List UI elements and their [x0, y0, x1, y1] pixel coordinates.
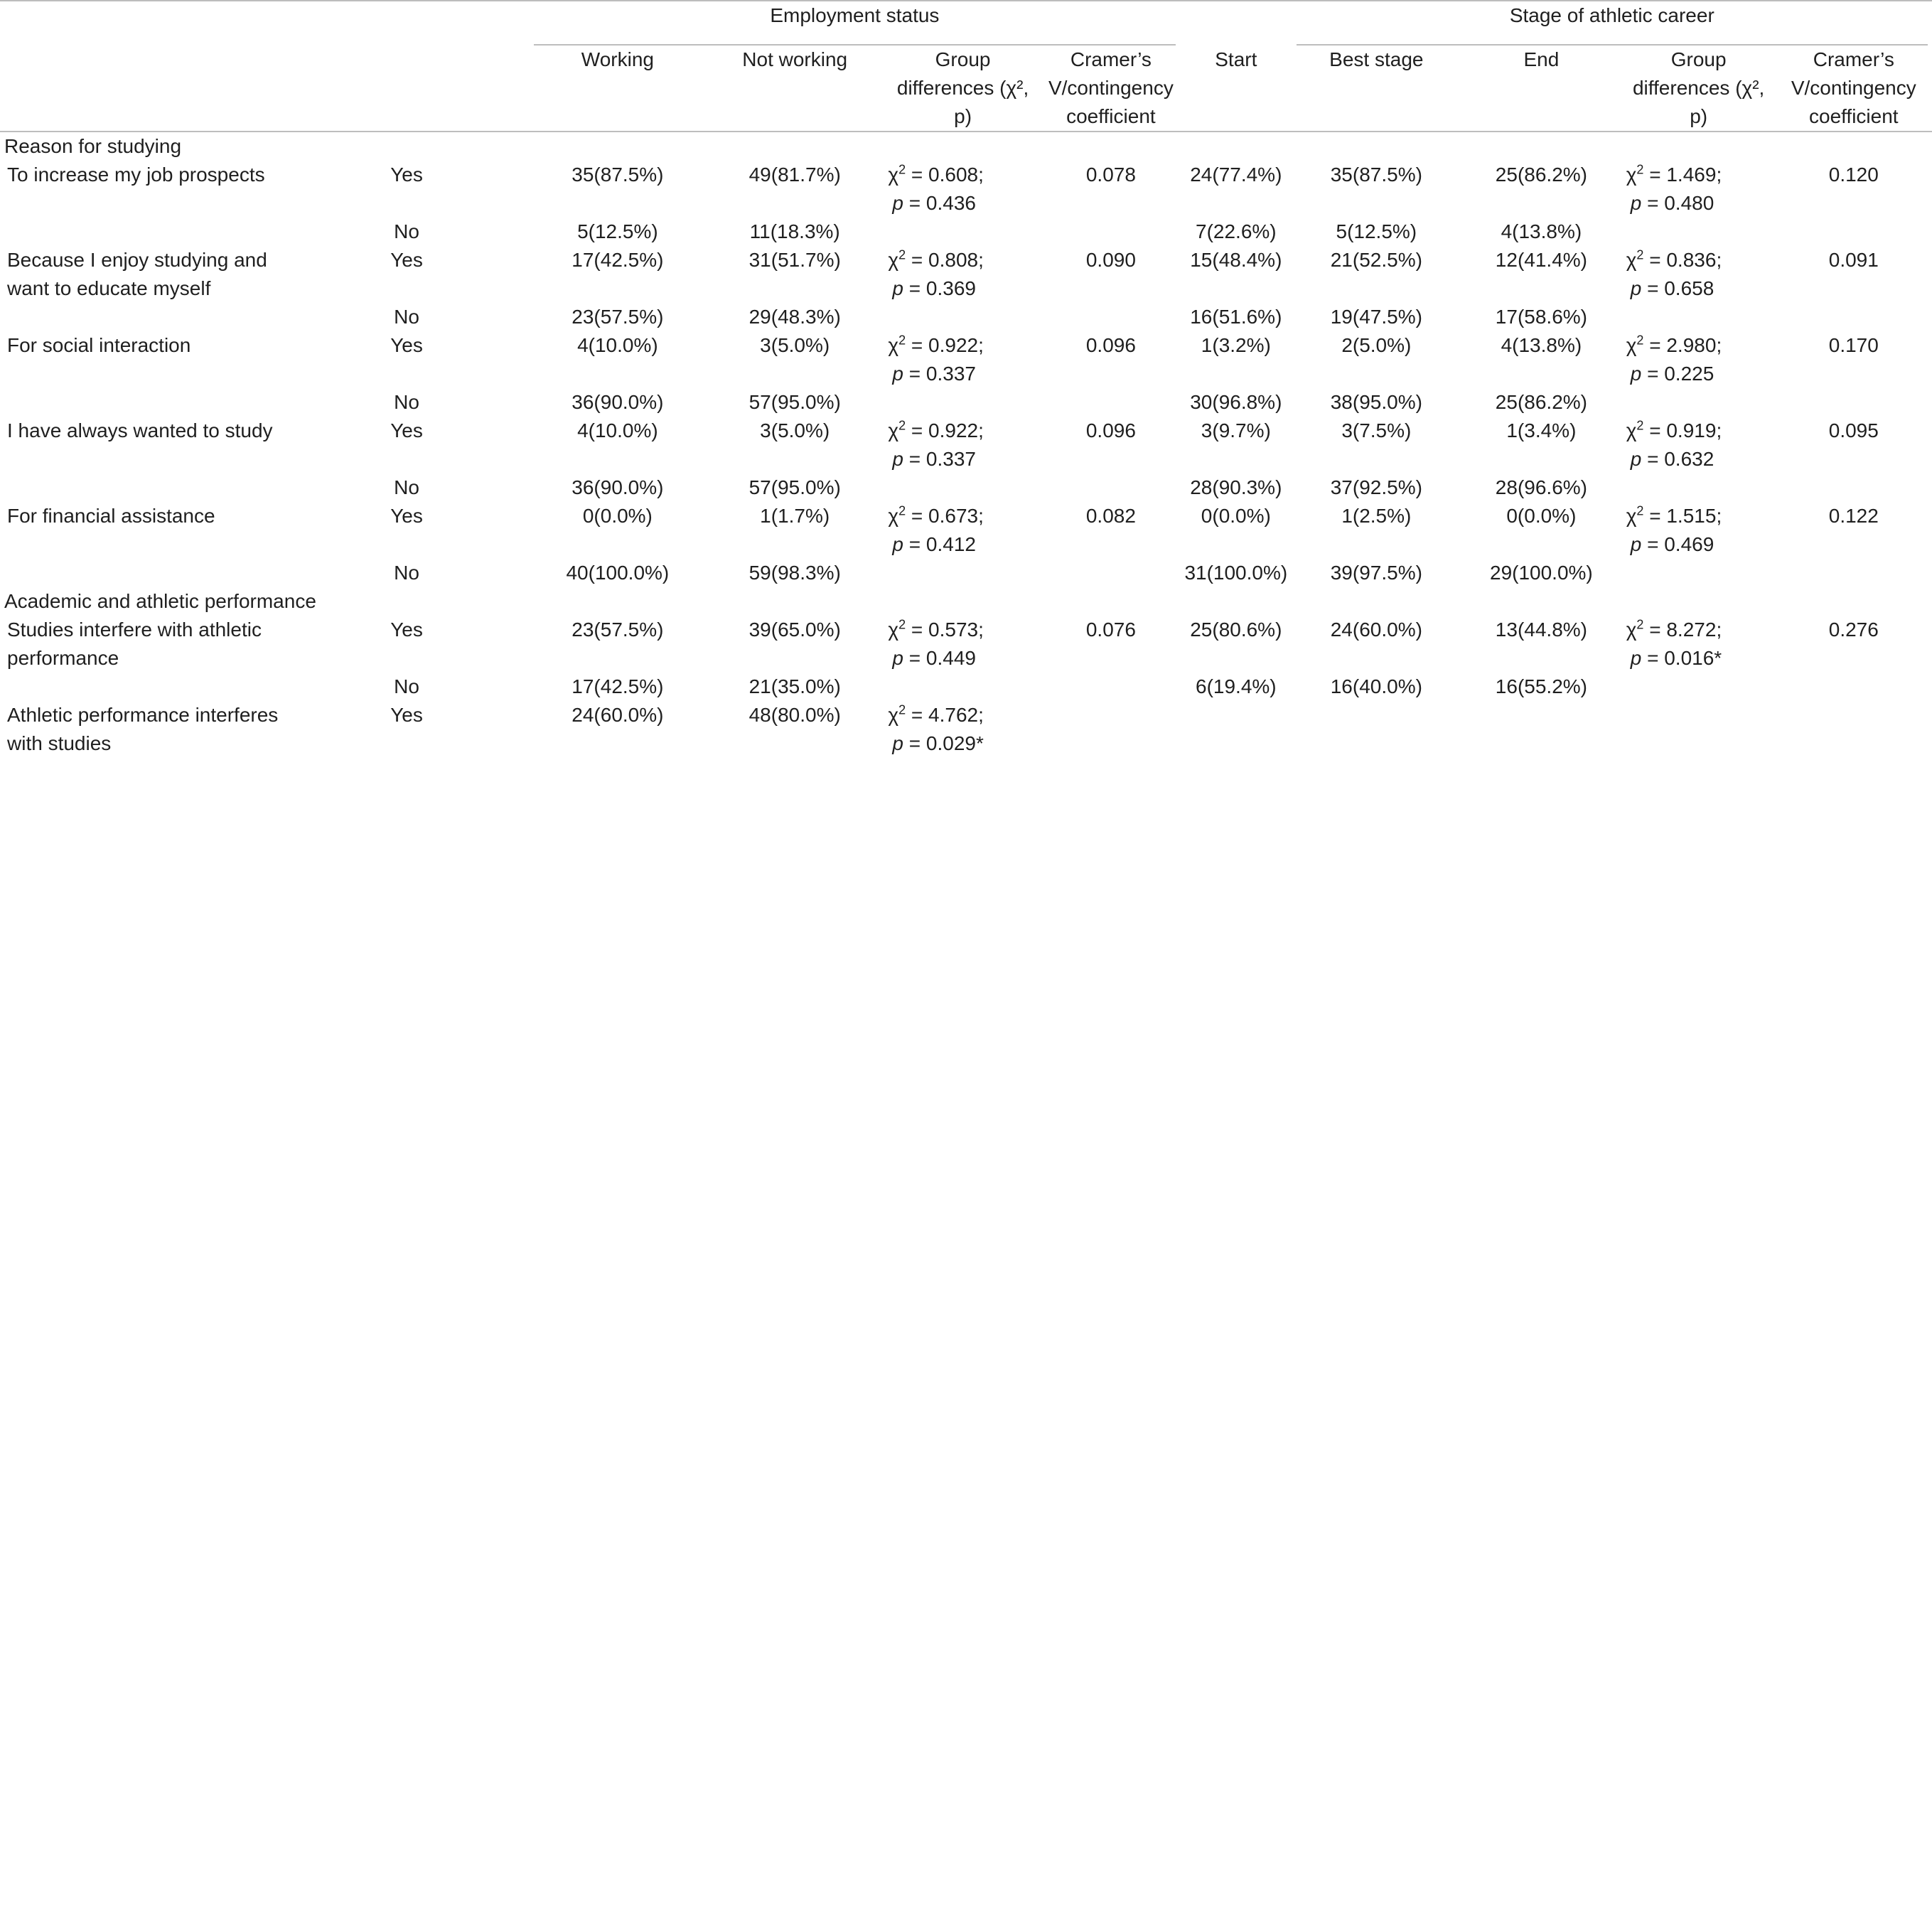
end-value: 4(13.8%) — [1501, 334, 1582, 356]
employment-chi-square — [884, 473, 1041, 502]
chi-square-line: $\chi^2 = 0.922$; — [888, 418, 984, 441]
start-value: 16(51.6%) — [1190, 306, 1282, 328]
stage-cramers-v: 0.120 — [1828, 164, 1879, 186]
working-value: 4(10.0%) — [577, 419, 658, 441]
col-end: End — [1461, 46, 1622, 132]
best-stage-value: 19(47.5%) — [1330, 306, 1422, 328]
col-emp-group-diff: Group differences (χ², p) — [884, 46, 1041, 132]
row-label: For social interaction — [7, 334, 191, 356]
col-start: Start — [1180, 46, 1292, 132]
end-value: 25(86.2%) — [1495, 391, 1587, 413]
col-working: Working — [530, 46, 706, 132]
not-working-value: 59(98.3%) — [748, 562, 841, 584]
working-value: 24(60.0%) — [571, 704, 664, 726]
chi-value: 8.272 — [1666, 619, 1717, 641]
best-stage-value: 3(7.5%) — [1341, 419, 1412, 441]
p-value: 0.632 — [1664, 448, 1714, 470]
stage-cramers-v — [1776, 303, 1932, 331]
chi-value: 0.836 — [1666, 249, 1717, 271]
stage-cramers-v — [1776, 388, 1932, 417]
employment-cramers-v — [1042, 673, 1180, 701]
stage-cramers-v: 0.122 — [1828, 505, 1879, 527]
chi-square-line: $\chi^2 = 1.469$; — [1626, 162, 1722, 186]
row-label: I have always wanted to study — [7, 419, 273, 441]
not-working-value: 29(48.3%) — [748, 306, 841, 328]
chi-value: 0.673 — [928, 505, 979, 527]
employment-cramers-v: 0.090 — [1085, 249, 1136, 271]
end-value: 13(44.8%) — [1495, 619, 1587, 641]
row-label: To increase my job prospects — [7, 164, 265, 186]
answer-option: No — [394, 476, 419, 498]
p-value-line: p = 0.337 — [892, 363, 976, 385]
stage-cramers-v: 0.091 — [1828, 249, 1879, 271]
end-value: 28(96.6%) — [1495, 476, 1587, 498]
p-value: 0.016* — [1664, 647, 1722, 669]
chi-square-line: $\chi^2 = 0.808$; — [888, 247, 984, 271]
best-stage-value: 35(87.5%) — [1330, 164, 1422, 186]
answer-option: Yes — [390, 334, 423, 356]
table-row — [0, 559, 1932, 587]
best-stage-value: 37(92.5%) — [1330, 476, 1422, 498]
chi-value: 0.922 — [928, 334, 979, 356]
start-value: 0(0.0%) — [1201, 505, 1271, 527]
p-value-line: p = 0.369 — [892, 277, 976, 299]
table-row — [0, 246, 1932, 303]
start-value: 31(100.0%) — [1184, 562, 1288, 584]
section-title: Academic and athletic performance — [4, 590, 316, 612]
answer-option: Yes — [390, 619, 423, 641]
chi-square-line: $\chi^2 = 0.673$; — [888, 503, 984, 527]
answer-option: Yes — [390, 505, 423, 527]
not-working-value: 48(80.0%) — [748, 704, 841, 726]
stage-cramers-v: 0.170 — [1828, 334, 1879, 356]
answer-option: Yes — [390, 249, 423, 271]
p-value: 0.412 — [925, 533, 976, 555]
p-value-line: p = 0.029* — [892, 732, 984, 754]
end-value: 16(55.2%) — [1495, 675, 1587, 697]
chi-square-line: $\chi^2 = 0.608$; — [888, 162, 984, 186]
table-row — [0, 161, 1932, 218]
stage-chi-square — [1622, 616, 1776, 673]
employment-status-header: Employment status — [530, 1, 1180, 46]
chi-square-line: $\chi^2 = 4.762$; — [888, 702, 984, 726]
p-value-line: p = 0.449 — [892, 647, 976, 669]
start-value: 1(3.2%) — [1201, 334, 1271, 356]
table-row — [0, 673, 1932, 701]
employment-cramers-v — [1042, 388, 1180, 417]
best-stage-value: 1(2.5%) — [1341, 505, 1412, 527]
chi-value: 1.515 — [1666, 505, 1717, 527]
not-working-value: 57(95.0%) — [748, 391, 841, 413]
stage-chi-square — [1622, 388, 1776, 417]
working-value: 17(42.5%) — [571, 249, 664, 271]
p-value: 0.658 — [1664, 277, 1714, 299]
chi-square-line: $\chi^2 = 0.922$; — [888, 333, 984, 356]
stage-chi-square — [1622, 701, 1776, 758]
chi-value: 0.573 — [928, 619, 979, 641]
p-value: 0.436 — [925, 192, 976, 214]
chi-square-line: $\chi^2 = 2.980$; — [1626, 333, 1722, 356]
table-row — [0, 218, 1932, 246]
row-label: Athletic performance interferes with studies — [7, 704, 279, 754]
best-stage-value: 21(52.5%) — [1330, 249, 1422, 271]
chi-value: 0.608 — [928, 164, 979, 186]
p-value-line: p = 0.480 — [1630, 192, 1714, 214]
section-row — [0, 587, 1932, 616]
working-value: 23(57.5%) — [571, 306, 664, 328]
best-stage-value: 39(97.5%) — [1330, 562, 1422, 584]
not-working-value: 21(35.0%) — [748, 675, 841, 697]
employment-chi-square — [884, 303, 1041, 331]
working-value: 35(87.5%) — [571, 164, 664, 186]
start-value: 7(22.6%) — [1196, 220, 1277, 242]
best-stage-value: 38(95.0%) — [1330, 391, 1422, 413]
not-working-value: 49(81.7%) — [748, 164, 841, 186]
p-value: 0.337 — [925, 363, 976, 385]
working-value: 36(90.0%) — [571, 391, 664, 413]
start-value: 28(90.3%) — [1190, 476, 1282, 498]
chi-square-line: $\chi^2 = 0.573$; — [888, 617, 984, 641]
answer-option: Yes — [390, 419, 423, 441]
chi-value: 0.808 — [928, 249, 979, 271]
p-value-line: p = 0.412 — [892, 533, 976, 555]
end-value: 0(0.0%) — [1506, 505, 1577, 527]
employment-chi-square — [884, 417, 1041, 473]
employment-cramers-v — [1042, 701, 1180, 758]
stage-chi-square — [1622, 303, 1776, 331]
answer-option: No — [394, 306, 419, 328]
stage-cramers-v — [1776, 473, 1932, 502]
start-value — [1180, 701, 1292, 758]
row-label: For financial assistance — [7, 505, 215, 527]
stage-chi-square — [1622, 331, 1776, 388]
not-working-value: 3(5.0%) — [760, 419, 830, 441]
best-stage-value: 24(60.0%) — [1330, 619, 1422, 641]
p-value-line: p = 0.469 — [1630, 533, 1714, 555]
employment-chi-square — [884, 331, 1041, 388]
employment-cramers-v: 0.078 — [1085, 164, 1136, 186]
col-emp-cramers-v: Cramer’s V/contingency coefficient — [1042, 46, 1180, 132]
employment-chi-square — [884, 161, 1041, 218]
employment-chi-square — [884, 701, 1041, 758]
col-not-working: Not working — [706, 46, 884, 132]
chi-square-line: $\chi^2 = 8.272$; — [1626, 617, 1722, 641]
best-stage-value: 16(40.0%) — [1330, 675, 1422, 697]
not-working-value: 3(5.0%) — [760, 334, 830, 356]
table-row — [0, 502, 1932, 559]
chi-square-line: $\chi^2 = 0.919$; — [1626, 418, 1722, 441]
stage-chi-square — [1622, 673, 1776, 701]
employment-cramers-v — [1042, 473, 1180, 502]
end-value: 25(86.2%) — [1495, 164, 1587, 186]
p-value-line: p = 0.225 — [1630, 363, 1714, 385]
p-value: 0.480 — [1664, 192, 1714, 214]
stage-chi-square — [1622, 502, 1776, 559]
table-row — [0, 331, 1932, 388]
chi-value: 4.762 — [928, 704, 979, 726]
working-value: 17(42.5%) — [571, 675, 664, 697]
row-label: Studies interfere with athletic performance — [7, 619, 262, 669]
table-row — [0, 303, 1932, 331]
table-row — [0, 417, 1932, 473]
end-value: 12(41.4%) — [1495, 249, 1587, 271]
p-value: 0.369 — [925, 277, 976, 299]
working-value: 4(10.0%) — [577, 334, 658, 356]
not-working-value: 31(51.7%) — [748, 249, 841, 271]
employment-cramers-v: 0.096 — [1085, 334, 1136, 356]
table-row — [0, 388, 1932, 417]
employment-chi-square — [884, 502, 1041, 559]
employment-chi-square — [884, 218, 1041, 246]
employment-chi-square — [884, 673, 1041, 701]
working-value: 36(90.0%) — [571, 476, 664, 498]
stage-cramers-v — [1776, 559, 1932, 587]
employment-chi-square — [884, 616, 1041, 673]
row-label: Because I enjoy studying and want to educate myself — [7, 249, 267, 299]
employment-chi-square — [884, 388, 1041, 417]
results-table — [0, 0, 1932, 758]
stage-chi-square — [1622, 246, 1776, 303]
start-value: 24(77.4%) — [1190, 164, 1282, 186]
chi-value: 0.919 — [1666, 419, 1717, 441]
stage-chi-square — [1622, 161, 1776, 218]
stage-cramers-v: 0.095 — [1828, 419, 1879, 441]
employment-cramers-v: 0.082 — [1085, 505, 1136, 527]
col-best-stage: Best stage — [1292, 46, 1461, 132]
stage-chi-square — [1622, 559, 1776, 587]
p-value-line: p = 0.436 — [892, 192, 976, 214]
not-working-value: 1(1.7%) — [760, 505, 830, 527]
employment-chi-square — [884, 246, 1041, 303]
start-value: 15(48.4%) — [1190, 249, 1282, 271]
table-row — [0, 473, 1932, 502]
working-value: 5(12.5%) — [577, 220, 658, 242]
employment-cramers-v: 0.096 — [1085, 419, 1136, 441]
stage-cramers-v — [1776, 701, 1932, 758]
p-value-line: p = 0.337 — [892, 448, 976, 470]
stage-cramers-v: 0.276 — [1828, 619, 1879, 641]
start-value: 3(9.7%) — [1201, 419, 1271, 441]
stage-chi-square — [1622, 473, 1776, 502]
not-working-value: 57(95.0%) — [748, 476, 841, 498]
answer-option: No — [394, 562, 419, 584]
answer-option: Yes — [390, 164, 423, 186]
best-stage-value — [1292, 701, 1461, 758]
start-value: 30(96.8%) — [1190, 391, 1282, 413]
best-stage-value: 5(12.5%) — [1336, 220, 1417, 242]
stage-chi-square — [1622, 417, 1776, 473]
chi-square-line: $\chi^2 = 0.836$; — [1626, 247, 1722, 271]
chi-value: 2.980 — [1666, 334, 1717, 356]
p-value-line: p = 0.658 — [1630, 277, 1714, 299]
p-value: 0.225 — [1664, 363, 1714, 385]
answer-option: No — [394, 391, 419, 413]
not-working-value: 39(65.0%) — [748, 619, 841, 641]
working-value: 0(0.0%) — [582, 505, 653, 527]
p-value: 0.029* — [925, 732, 984, 754]
p-value: 0.337 — [925, 448, 976, 470]
answer-option: No — [394, 675, 419, 697]
employment-cramers-v — [1042, 218, 1180, 246]
end-value: 29(100.0%) — [1490, 562, 1593, 584]
stage-of-career-header: Stage of athletic career — [1292, 1, 1932, 46]
table-body — [0, 132, 1932, 758]
start-value: 6(19.4%) — [1196, 675, 1277, 697]
section-row — [0, 132, 1932, 161]
employment-chi-square — [884, 559, 1041, 587]
table-row — [0, 701, 1932, 758]
not-working-value: 11(18.3%) — [749, 220, 840, 242]
stage-cramers-v — [1776, 218, 1932, 246]
end-value — [1461, 701, 1622, 758]
stage-chi-square — [1622, 218, 1776, 246]
answer-option: No — [394, 220, 419, 242]
end-value: 17(58.6%) — [1495, 306, 1587, 328]
p-value: 0.449 — [925, 647, 976, 669]
working-value: 40(100.0%) — [566, 562, 670, 584]
start-value: 25(80.6%) — [1190, 619, 1282, 641]
end-value: 1(3.4%) — [1506, 419, 1577, 441]
employment-cramers-v — [1042, 303, 1180, 331]
col-stage-group-diff: Group differences (χ², p) — [1622, 46, 1776, 132]
chi-square-line: $\chi^2 = 1.515$; — [1626, 503, 1722, 527]
best-stage-value: 2(5.0%) — [1341, 334, 1412, 356]
p-value-line: p = 0.016* — [1630, 647, 1722, 669]
section-title: Reason for studying — [4, 135, 182, 157]
end-value: 4(13.8%) — [1501, 220, 1582, 242]
employment-cramers-v: 0.076 — [1085, 619, 1136, 641]
chi-value: 0.922 — [928, 419, 979, 441]
p-value-line: p = 0.632 — [1630, 448, 1714, 470]
stage-cramers-v — [1776, 673, 1932, 701]
table-row — [0, 616, 1932, 673]
chi-value: 1.469 — [1666, 164, 1717, 186]
col-stage-cramers-v: Cramer’s V/contingency coefficient — [1776, 46, 1932, 132]
answer-option: Yes — [390, 704, 423, 726]
employment-cramers-v — [1042, 559, 1180, 587]
p-value: 0.469 — [1664, 533, 1714, 555]
working-value: 23(57.5%) — [571, 619, 664, 641]
